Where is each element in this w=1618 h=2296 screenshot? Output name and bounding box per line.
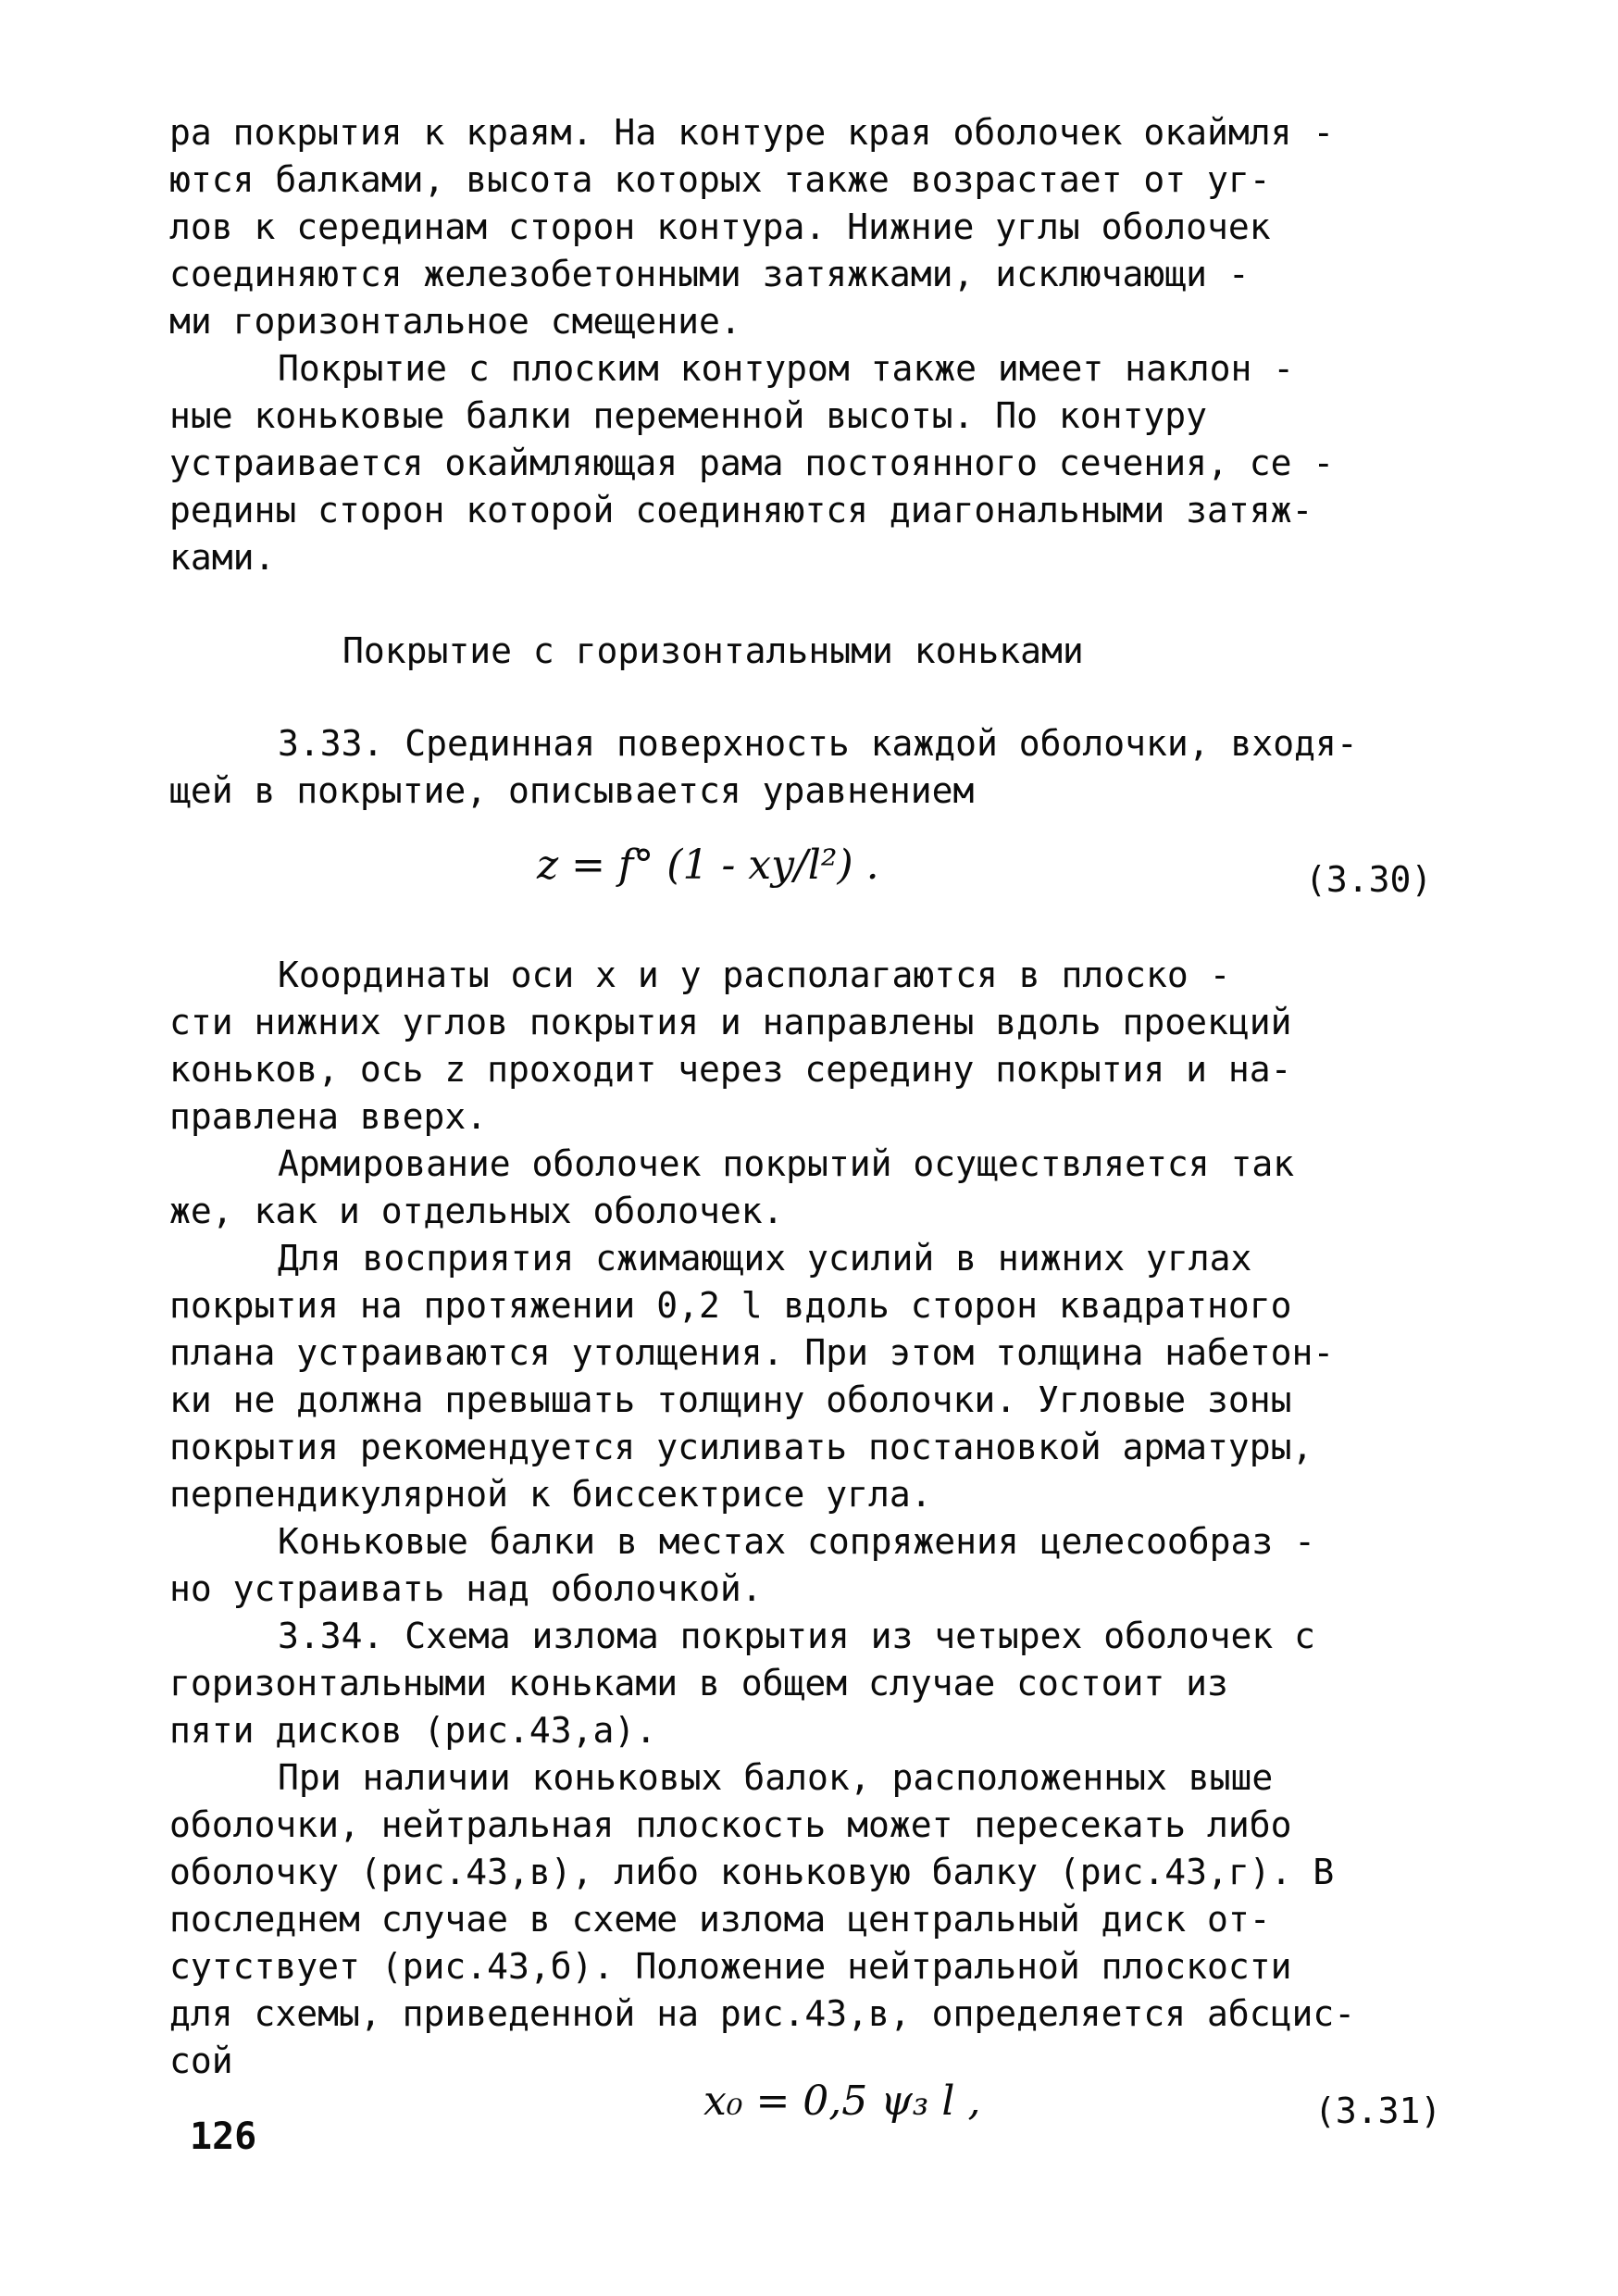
text-line: для схемы, приведенной на рис.43,в, определяется абсцис-	[169, 1993, 1356, 2034]
text-line: устраивается окаймляющая рама постоянного сечения, се -	[169, 443, 1335, 483]
text-line: покрытия рекомендуется усиливать постановкой арматуры,	[169, 1427, 1313, 1467]
text-line: оболочки, нейтральная плоскость может пересекать либо	[169, 1804, 1292, 1845]
text-line: сти нижних углов покрытия и направлены вдоль проекций	[169, 1002, 1292, 1042]
text-line: Армирование оболочек покрытий осуществляется так	[278, 1143, 1295, 1184]
text-line: оболочку (рис.43,в), либо коньковую балку (рис.43,г). В	[169, 1852, 1335, 1892]
formula-number: (3.30)	[1305, 859, 1433, 900]
text-line: пяти дисков (рис.43,а).	[169, 1710, 657, 1751]
text-line: сой	[169, 2040, 233, 2081]
text-line: ми горизонтальное смещение.	[169, 301, 741, 342]
text-line: горизонтальными коньками в общем случае состоит из	[169, 1663, 1228, 1703]
text-line: При наличии коньковых балок, расположенных выше	[278, 1757, 1274, 1798]
text-line: щей в покрытие, описывается уравнением	[169, 770, 975, 811]
text-line: Для восприятия сжимающих усилий в нижних углах	[278, 1238, 1252, 1279]
text-line: правлена вверх.	[169, 1096, 488, 1137]
formula-number: (3.31)	[1314, 2090, 1442, 2131]
text-line: сутствует (рис.43,б). Положение нейтральной плоскости	[169, 1946, 1292, 1987]
text-line: соединяются железобетонными затяжками, исключающи -	[169, 254, 1250, 294]
text-line: перпендикулярной к биссектрисе угла.	[169, 1474, 932, 1515]
text-line: ные коньковые балки переменной высоты. По контуру	[169, 395, 1208, 436]
text-line: Координаты оси x и y располагаются в плоско -	[278, 955, 1231, 995]
text-line: Коньковые балки в местах сопряжения целесообраз -	[278, 1521, 1316, 1562]
text-line: коньков, ось z проходит через середину покрытия и на-	[169, 1049, 1292, 1090]
text-line: последнем случае в схеме излома центральный диск от-	[169, 1899, 1271, 1940]
text-line: Покрытие с плоским контуром также имеет наклон -	[278, 348, 1295, 389]
text-line: редины сторон которой соединяются диагональными затяж-	[169, 490, 1313, 530]
text-line: 3.34. Схема излома покрытия из четырех оболочек с	[278, 1616, 1316, 1656]
formula-3-31: x₀ = 0,5 ψ₃ l ,	[703, 2078, 981, 2125]
page-number: 126	[190, 2115, 257, 2158]
text-line: но устраивать над оболочкой.	[169, 1568, 763, 1609]
text-line: же, как и отдельных оболочек.	[169, 1191, 784, 1231]
text-line: плана устраиваются утолщения. При этом толщина набетон-	[169, 1332, 1335, 1373]
text-line: ются балками, высота которых также возрастает от уг-	[169, 159, 1271, 200]
text-line: ками.	[169, 537, 276, 578]
section-heading: Покрытие с горизонтальными коньками	[342, 630, 1084, 671]
text-line: ра покрытия к краям. На контуре края оболочек окаймля -	[169, 112, 1335, 153]
text-line: 3.33. Срединная поверхность каждой оболочки, входя-	[278, 723, 1358, 764]
text-line: ки не должна превышать толщину оболочки. Угловые зоны	[169, 1379, 1292, 1420]
formula-3-30: z = f° (1 - xy/l²) .	[537, 842, 879, 889]
text-line: покрытия на протяжении 0,2 l вдоль сторон квадратного	[169, 1285, 1292, 1326]
text-line: лов к серединам сторон контура. Нижние углы оболочек	[169, 206, 1271, 247]
